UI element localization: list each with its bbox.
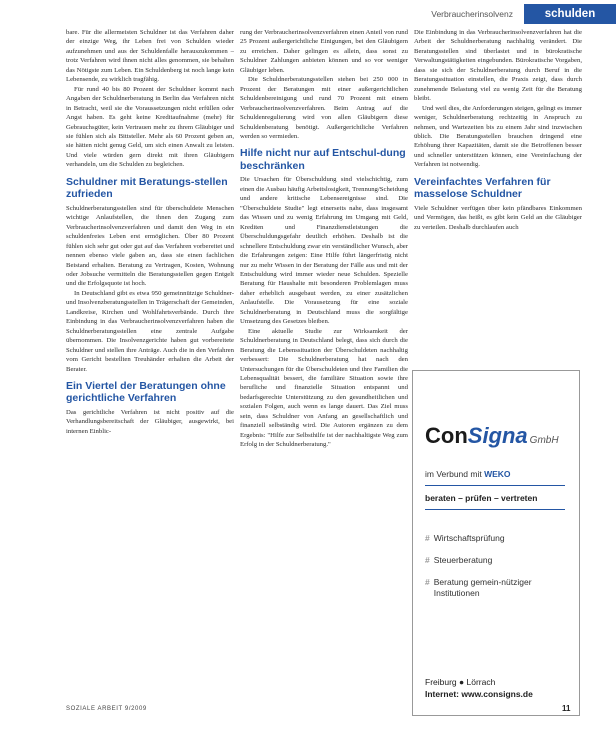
section-heading: Hilfe nicht nur auf Entschul-dung beschränken bbox=[240, 147, 406, 172]
divider bbox=[425, 509, 565, 510]
service-item bbox=[425, 555, 575, 566]
column-1 bbox=[66, 28, 234, 436]
service-label: Wirtschaftsprüfung bbox=[433, 533, 505, 543]
paragraph: Für rund 40 bis 80 Prozent der Schuldner kommt nach Angaben der Schuldnerberatung in Berlin das Verfahren nicht in Betracht, weil sie die Voraussetzungen nicht erfüllen oder Angst haben. Es geht keine Kreditaufnahme (mehr) für Gebrauchsgüter, kein Vertrauen mehr zu ihrem Gläubiger und sie fühlen sich als Bittsteller. Mehr als 60 Prozent geben an, sie hätten nicht genug Geld, um sich einen Anwalt zu leisten. Und viele würden gern direkt mit ihren Gläubigern verhandeln, um die Schulden zu begleichen. bbox=[66, 85, 234, 169]
service-item bbox=[425, 577, 575, 598]
column-3 bbox=[414, 28, 582, 232]
website[interactable]: Internet: www.consigns.de bbox=[425, 689, 533, 699]
paragraph: rung der Verbraucherinsolvenzverfahren einen Anteil von rund 25 Prozent außergerichtliche Einigungen, bei den Gläubigern zu erreichen. Daher gelingen es allein, dass sonst zu Schuldner Zahlungen anbieten können und so vor weniger Gläubiger leben. bbox=[240, 29, 408, 74]
section-title: Verbraucherinsolvenz bbox=[431, 9, 513, 19]
hash-icon: # bbox=[425, 577, 430, 587]
hash-icon: # bbox=[425, 555, 430, 565]
logo-gmbh: GmbH bbox=[529, 435, 559, 446]
advertisement-box bbox=[412, 370, 580, 716]
paragraph: Schuldnerberatungsstellen sind für überschuldete Menschen wichtige Anlaufstellen, die ihnen den Zugang zum Verbraucherinsolvenzverfahren und damit den Weg in ein schuldenfreies Leben erst ermöglichen. Über 80 Prozent fühlen sich sehr gut oder gut auf das Verfahren vorbereitet und nennen ebenso viele gaben an, dass sie einen fachlichen Beistand erhalten. Beratung zu Vertragen, Kosten, Wohnung oder Jobsuche vermitteln die Beratungsstellen gegen Entgelt und die Erfolgsquote ist hoch. bbox=[66, 204, 234, 288]
service-label: Beratung gemein-nütziger Institutionen bbox=[433, 577, 532, 598]
service-item bbox=[425, 533, 575, 544]
cities: Freiburg ● Lörrach bbox=[425, 677, 496, 687]
paragraph: Viele Schuldner verfügen über kein pfändbares Einkommen und Vermögen, das heißt, es gibt kein Geld an die Gläubiger zu verteilen. Deshalb durchlaufen auch bbox=[414, 204, 582, 231]
paragraph: Und weil dies, die Anforderungen steigen, gelingt es immer weniger, Schuldnerberatung rechtzeitig in Anspruch zu nehmen, und Wartezeiten bis zu einem Jahr sind inzwischen üblich. Die Beratungsstellen brauchen dringend eine Erhöhung ihrer Kapazitäten, damit sie die Betroffenen besser und schneller unterstützen können, eine Vereinfachung der Verfahren ist notwendig. bbox=[414, 104, 582, 169]
page-number: 11 bbox=[562, 704, 571, 713]
logo-con: Con bbox=[425, 423, 468, 448]
weko-logo: WEKO bbox=[484, 469, 511, 479]
paragraph: Die Ursachen für Überschuldung sind vielschichtig, zum einen die Ausbau häufig Arbeitslosigkeit, Trennung/Scheidung und andere kritische Lebensereignisse sind. Die "Überschuldete Studie" legt einerseits nahe, dass insgesamt das Wissen und zu wenig Erfahrung im Umgang mit Geld, Krediten und Finanzdienstleistungen die Überschuldungsgefahr deutlich erhöhen. Deshalb ist die schnellere Entschuldung zwar ein verständlicher Wunsch, aber die Erfahrungen zeigen: Eine Hilfe führt längerfristig nicht nur zu mehr Wissen in der Beratung der Fälle aus und mit der Entschuldung wird immer wieder neue Schulden. Spezielle Beratung für Haushalte mit besonderen Problemlagen muss daher erheblich ausgebaut werden, zu einer zusätzlichen Anlaufstelle. Die Vorausetzung für eine soziale Schuldnerberatung in Deutschland muss die sorgfältige Umsetzung des Gesetzes bleiben. bbox=[240, 176, 408, 326]
logo-signa: Signa bbox=[467, 423, 528, 448]
paragraph: Die Einbindung in das Verbraucherinsolvenzverfahren hat die Arbeit der Schuldnerberatung nachhaltig verändert. Die Beratungsstellen sind überlastet und in bürokratische Verwaltungstätigkeiten eingebunden. Bürokratische Vorgaben, dass sie sich der Schuldnerberatung durch Beruf in die Beratungssituation einstellen, die Praxis zeigt, dass durch zunehmende Belastung viel zu wenig Zeit für die Beratung bleibt. bbox=[414, 29, 582, 103]
footer-publication: SOZIALE ARBEIT 9/2009 bbox=[66, 706, 147, 712]
paragraph: Das gerichtliche Verfahren ist nicht positiv auf die Verhandlungsbereitschaft der Gläubiger, ausgewirkt, bei internen Einblic- bbox=[66, 408, 234, 435]
section-heading: Schuldner mit Beratungs-stellen zufrieden bbox=[66, 175, 228, 201]
service-label: Steuerberatung bbox=[433, 555, 493, 565]
verbund-line bbox=[425, 469, 511, 479]
section-heading: Ein Viertel der Beratungen ohne gerichtliche Verfahren bbox=[66, 379, 226, 405]
paragraph: bare. Für die allermeisten Schuldner ist das Verfahren daher der einzige Weg, ihr Leben frei von Schulden wieder aufzunehmen und aus der Schuldenfalle herauszukommen – trotz Verfahren wird ihnen nicht alles genommen, sie behalten das Nötigste zum Leben. Ein Schuldenberg ist noch lange kein Lebensende, zu wirklich tragfähig. bbox=[66, 29, 234, 84]
paragraph: Eine aktuelle Studie zur Wirksamkeit der Schuldnerberatung in Deutschland belegt, dass sich durch die Beratung die Lebenssituation der Überschuldeten nachhaltig verbessert: Die Schuldnerberatung hat nach den Untersuchungen für die Überschuldeten und ihre Familien die Lebensqualität bessert, die familiäre Situation sowie ihre berufliche und finanzielle Situation entspannt und bedarfsgerechte Unterstützung zu den gesundheitlichen und sozialen Folgen, auch wenn es lange dauert. Das Ziel muss sein, dass Schuldner von Anfang an gesellschaftlich und finanziell selbständig wird. Die Autoren ergänzen zu dem Ergebnis: "Hilfe zur Selbsthilfe ist der nachhaltigste Weg zum Erfolg in der Schuldnerberatung." bbox=[240, 327, 408, 449]
divider bbox=[425, 485, 565, 486]
paragraph: In Deutschland gibt es etwa 950 gemeinnützige Schuldner- und Insolvenzberatungsstellen in Trägerschaft der Gemeinden, Landkreise, Kirchen und Wohlfahrtsverbände. Durch ihre Einbindung in das Verbraucherinsolvenzverfahren haben die Schuldnerberatungsstellen eine zentrale Aufgabe übernommen. Die Insolvenzgerichte haben gut vorbereitete Schuldner und stellen ihre Anträge. Auch die in den Verfahren vom Gericht bestellten Treuhänder erhalten die Arbeit der Berater. bbox=[66, 289, 234, 373]
paragraph: Die Schuldnerberatungsstellen stehen bei 250 000 in Prozent der Beratungen mit einer außergerichtlichen Schuldenbereinigung und rund 70 Prozent mit einem Verbraucherinsolvenzverfahren. Beim Antrag auf die Schuldenregulierung wird von allen Gläubigern diese Schuldenberatung benötigt. Außergerichtliche Verfahren werden so vermieden. bbox=[240, 76, 408, 140]
slogan: beraten – prüfen – vertreten bbox=[425, 493, 538, 503]
column-2 bbox=[240, 28, 408, 450]
section-heading: Vereinfachtes Verfahren für masselose Schuldner bbox=[414, 175, 551, 201]
hash-icon: # bbox=[425, 533, 430, 543]
consigna-logo bbox=[425, 423, 559, 449]
verbund-prefix: im Verbund mit bbox=[425, 469, 485, 479]
section-tab: schulden bbox=[524, 4, 616, 24]
